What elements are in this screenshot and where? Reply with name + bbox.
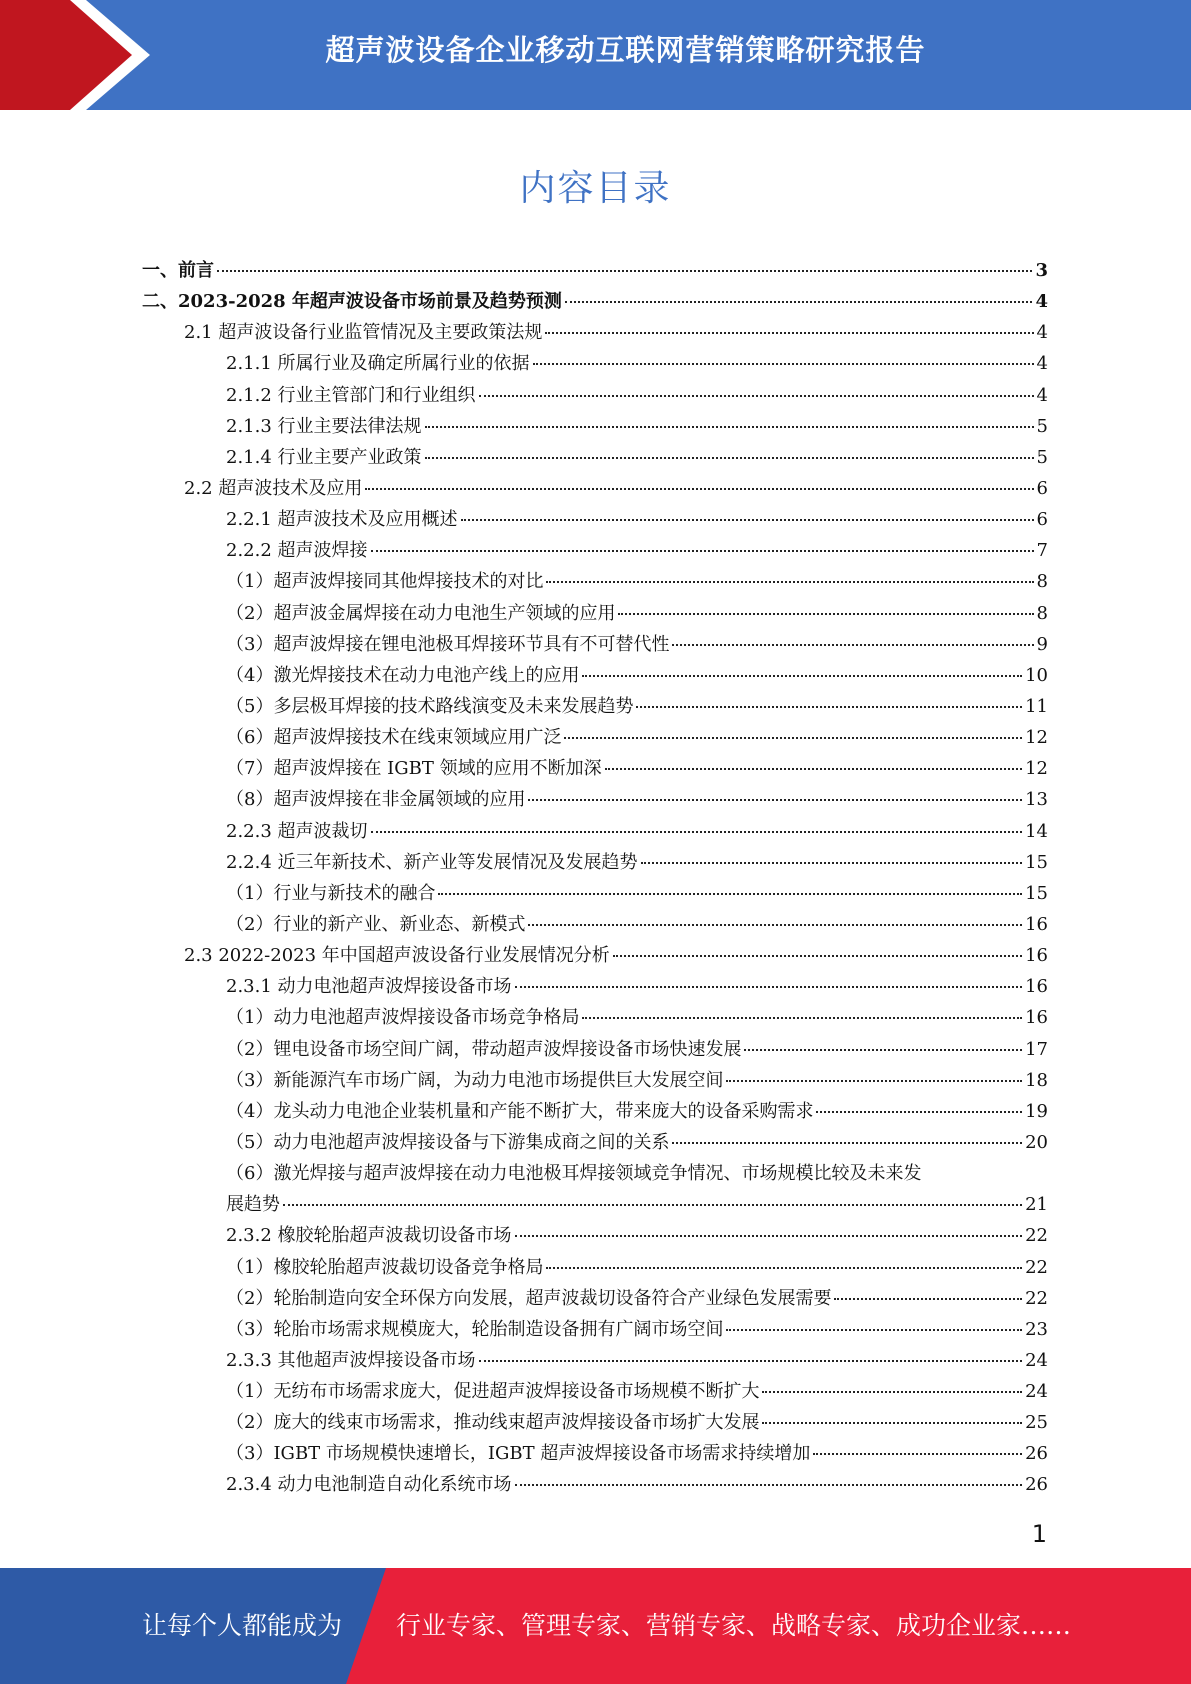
toc-entry[interactable] xyxy=(142,504,1048,535)
page-number: 1 xyxy=(1031,1520,1047,1548)
toc-dot-leader xyxy=(726,1329,1022,1331)
toc-entry-title: （2）超声波金属焊接在动力电池生产领域的应用 xyxy=(226,602,616,624)
toc-dot-leader xyxy=(461,519,1034,521)
toc-entry-title: （3）新能源汽车市场广阔，为动力电池市场提供巨大发展空间 xyxy=(226,1069,724,1091)
toc-entry-title: 2.1.3 行业主要法律法规 xyxy=(226,415,422,437)
toc-entry[interactable] xyxy=(142,909,1048,940)
toc-entry-page: 26 xyxy=(1025,1443,1048,1465)
toc-entry[interactable] xyxy=(142,317,1048,348)
toc-entry[interactable] xyxy=(142,255,1048,286)
toc-dot-leader xyxy=(515,986,1023,988)
toc-entry-page: 22 xyxy=(1025,1256,1048,1278)
toc-entry-title: 2.3.1 动力电池超声波焊接设备市场 xyxy=(226,976,512,998)
toc-entry-page: 11 xyxy=(1025,695,1048,717)
toc-entry-page: 23 xyxy=(1025,1318,1048,1340)
toc-entry-page: 4 xyxy=(1036,322,1048,344)
toc-dot-leader xyxy=(425,426,1034,428)
toc-dot-leader xyxy=(479,1360,1023,1362)
toc-entry[interactable] xyxy=(142,411,1048,442)
toc-entry-page: 15 xyxy=(1025,882,1048,904)
toc-entry[interactable] xyxy=(142,816,1048,847)
toc-dot-leader xyxy=(744,1049,1022,1051)
toc-entry[interactable] xyxy=(142,535,1048,566)
toc-dot-leader xyxy=(762,1422,1022,1424)
toc-entry-page: 25 xyxy=(1025,1412,1048,1434)
toc-entry-page: 14 xyxy=(1025,820,1048,842)
toc-dot-leader xyxy=(528,799,1022,801)
toc-entry-page: 16 xyxy=(1025,945,1048,967)
page-header xyxy=(0,0,1191,110)
toc-entry-title: 2.2.2 超声波焊接 xyxy=(226,540,368,562)
toc-dot-leader xyxy=(618,613,1033,615)
toc-entry-title: （4）龙头动力电池企业装机量和产能不断扩大，带来庞大的设备采购需求 xyxy=(226,1100,814,1122)
toc-entry[interactable] xyxy=(142,722,1048,753)
toc-dot-leader xyxy=(528,924,1022,926)
toc-entry-page: 12 xyxy=(1025,758,1048,780)
toc-entry-title: （7）超声波焊接在 IGBT 领域的应用不断加深 xyxy=(226,758,602,780)
toc-entry-title: （4）激光焊接技术在动力电池产线上的应用 xyxy=(226,664,580,686)
toc-entry-page: 4 xyxy=(1036,384,1048,406)
toc-entry-title: （1）橡胶轮胎超声波裁切设备竞争格局 xyxy=(226,1256,544,1278)
toc-entry[interactable] xyxy=(142,1252,1048,1283)
toc-entry[interactable] xyxy=(142,1345,1048,1376)
toc-entry-title: 2.2.4 近三年新技术、新产业等发展情况及发展趋势 xyxy=(226,851,638,873)
table-of-contents xyxy=(142,255,1048,1501)
toc-entry[interactable] xyxy=(142,1002,1048,1033)
toc-dot-leader xyxy=(545,332,1033,334)
toc-entry-page: 18 xyxy=(1025,1069,1048,1091)
toc-entry-title: （6）超声波焊接技术在线束领域应用广泛 xyxy=(226,727,562,749)
toc-entry-title: （3）超声波焊接在锂电池极耳焊接环节具有不可替代性 xyxy=(226,633,670,655)
toc-dot-leader xyxy=(636,706,1022,708)
toc-entry-page: 20 xyxy=(1025,1131,1048,1153)
toc-entry[interactable] xyxy=(142,1314,1048,1345)
toc-entry-title: （5）动力电池超声波焊接设备与下游集成商之间的关系 xyxy=(226,1131,670,1153)
toc-entry-page: 4 xyxy=(1035,291,1048,313)
toc-entry[interactable] xyxy=(142,691,1048,722)
toc-entry[interactable] xyxy=(142,380,1048,411)
toc-entry-title: 2.1.2 行业主管部门和行业组织 xyxy=(226,384,476,406)
toc-entry[interactable] xyxy=(142,1189,1048,1220)
page-footer xyxy=(0,1568,1191,1684)
toc-entry-title: 2.3.2 橡胶轮胎超声波裁切设备市场 xyxy=(226,1225,512,1247)
toc-entry[interactable] xyxy=(142,1127,1048,1158)
toc-dot-leader xyxy=(365,488,1033,490)
toc-entry-page: 6 xyxy=(1036,509,1048,531)
toc-entry[interactable] xyxy=(142,1438,1048,1469)
toc-dot-leader xyxy=(672,644,1033,646)
toc-entry-title: （3）轮胎市场需求规模庞大，轮胎制造设备拥有广阔市场空间 xyxy=(226,1318,724,1340)
toc-dot-leader xyxy=(605,768,1022,770)
toc-dot-leader xyxy=(533,363,1034,365)
toc-dot-leader xyxy=(425,457,1034,459)
toc-dot-leader xyxy=(371,550,1034,552)
toc-entry-page: 15 xyxy=(1025,851,1048,873)
toc-entry[interactable] xyxy=(142,566,1048,597)
toc-entry-title: 2.2 超声波技术及应用 xyxy=(184,477,363,499)
toc-dot-leader xyxy=(613,955,1022,957)
toc-entry-title: 展趋势 xyxy=(226,1194,280,1216)
toc-entry[interactable] xyxy=(142,1096,1048,1127)
toc-dot-leader xyxy=(479,395,1034,397)
toc-entry-title: （2）庞大的线束市场需求，推动线束超声波焊接设备市场扩大发展 xyxy=(226,1412,760,1434)
toc-entry[interactable] xyxy=(142,1034,1048,1065)
toc-entry-page: 22 xyxy=(1025,1287,1048,1309)
toc-entry[interactable] xyxy=(142,784,1048,815)
toc-entry[interactable] xyxy=(142,473,1048,504)
toc-dot-leader xyxy=(546,581,1033,583)
toc-entry-title: （3）IGBT 市场规模快速增长，IGBT 超声波焊接设备市场需求持续增加 xyxy=(226,1443,811,1465)
toc-entry-title: 二、2023-2028 年超声波设备市场前景及趋势预测 xyxy=(142,291,562,313)
toc-entry-page: 19 xyxy=(1025,1100,1048,1122)
toc-entry-title: （2）锂电设备市场空间广阔，带动超声波焊接设备市场快速发展 xyxy=(226,1038,742,1060)
toc-dot-leader xyxy=(515,1484,1023,1486)
toc-dot-leader xyxy=(371,831,1023,833)
toc-entry-page: 13 xyxy=(1025,789,1048,811)
toc-dot-leader xyxy=(726,1080,1022,1082)
toc-entry-page: 17 xyxy=(1025,1038,1048,1060)
toc-entry[interactable] xyxy=(142,940,1048,971)
toc-entry-title: （1）行业与新技术的融合 xyxy=(226,882,436,904)
toc-entry-page: 8 xyxy=(1036,571,1048,593)
toc-entry-title: 2.3.3 其他超声波焊接设备市场 xyxy=(226,1349,476,1371)
toc-entry[interactable] xyxy=(142,1407,1048,1438)
toc-dot-leader xyxy=(834,1298,1022,1300)
toc-entry-page: 3 xyxy=(1035,260,1048,281)
toc-entry-title: （2）行业的新产业、新业态、新模式 xyxy=(226,913,526,935)
toc-dot-leader xyxy=(565,301,1033,303)
toc-entry-title: （5）多层极耳焊接的技术路线演变及未来发展趋势 xyxy=(226,695,634,717)
toc-entry-page: 10 xyxy=(1025,664,1048,686)
toc-entry-page: 21 xyxy=(1025,1194,1048,1216)
toc-dot-leader xyxy=(438,893,1022,895)
toc-heading: 内容目录 xyxy=(519,168,672,209)
report-title: 超声波设备企业移动互联网营销策略研究报告 xyxy=(325,33,926,67)
toc-entry[interactable] xyxy=(142,1220,1048,1251)
toc-entry-title: 2.1.4 行业主要产业政策 xyxy=(226,446,422,468)
toc-entry-title: 2.1.1 所属行业及确定所属行业的依据 xyxy=(226,353,530,375)
toc-entry[interactable] xyxy=(142,286,1048,317)
toc-entry-title: 2.2.3 超声波裁切 xyxy=(226,820,368,842)
toc-entry[interactable] xyxy=(142,1283,1048,1314)
toc-entry[interactable] xyxy=(142,442,1048,473)
toc-entry[interactable] xyxy=(142,847,1048,878)
toc-entry-page: 5 xyxy=(1036,415,1048,437)
toc-entry-page: 26 xyxy=(1025,1474,1048,1496)
toc-entry-title: 2.3 2022-2023 年中国超声波设备行业发展情况分析 xyxy=(184,945,610,967)
toc-entry[interactable] xyxy=(142,1469,1048,1500)
toc-entry-page: 22 xyxy=(1025,1225,1048,1247)
toc-entry-page: 16 xyxy=(1025,913,1048,935)
toc-dot-leader xyxy=(564,737,1022,739)
toc-entry[interactable] xyxy=(142,878,1048,909)
toc-dot-leader xyxy=(546,1267,1022,1269)
toc-entry-title: 2.1 超声波设备行业监管情况及主要政策法规 xyxy=(184,322,543,344)
toc-entry-title: （2）轮胎制造向安全环保方向发展，超声波裁切设备符合产业绿色发展需要 xyxy=(226,1287,832,1309)
toc-entry-page: 12 xyxy=(1025,727,1048,749)
toc-entry-title: 2.3.4 动力电池制造自动化系统市场 xyxy=(226,1474,512,1496)
toc-entry[interactable] xyxy=(142,1065,1048,1096)
toc-entry-title: （1）超声波焊接同其他焊接技术的对比 xyxy=(226,571,544,593)
toc-entry[interactable] xyxy=(142,629,1048,660)
toc-entry[interactable] xyxy=(142,753,1048,784)
toc-entry-page: 9 xyxy=(1036,633,1048,655)
toc-entry[interactable] xyxy=(142,1158,1048,1189)
toc-dot-leader xyxy=(582,675,1022,677)
toc-dot-leader xyxy=(217,270,1032,272)
toc-entry-page: 4 xyxy=(1036,353,1048,375)
toc-entry-title: （1）无纺布市场需求庞大，促进超声波焊接设备市场规模不断扩大 xyxy=(226,1381,760,1403)
toc-entry-page: 24 xyxy=(1025,1349,1048,1371)
footer-slogan-left: 让每个人都能成为 xyxy=(142,1611,343,1640)
toc-entry[interactable] xyxy=(142,1376,1048,1407)
toc-dot-leader xyxy=(515,1235,1023,1237)
toc-entry[interactable] xyxy=(142,348,1048,379)
toc-entry-title: （1）动力电池超声波焊接设备市场竞争格局 xyxy=(226,1007,580,1029)
toc-entry[interactable] xyxy=(142,660,1048,691)
toc-dot-leader xyxy=(816,1111,1022,1113)
toc-entry-page: 5 xyxy=(1036,446,1048,468)
footer-slogan-right: 行业专家、管理专家、营销专家、战略专家、成功企业家…… xyxy=(396,1611,1072,1640)
toc-entry-page: 24 xyxy=(1025,1381,1048,1403)
toc-dot-leader xyxy=(762,1391,1022,1393)
toc-entry-title: 2.2.1 超声波技术及应用概述 xyxy=(226,509,458,531)
toc-dot-leader xyxy=(283,1204,1022,1206)
toc-entry-title: 一、前言 xyxy=(142,260,214,281)
toc-entry-page: 16 xyxy=(1025,1007,1048,1029)
toc-entry-page: 16 xyxy=(1025,976,1048,998)
toc-dot-leader xyxy=(672,1142,1022,1144)
toc-dot-leader xyxy=(813,1453,1022,1455)
toc-entry[interactable] xyxy=(142,598,1048,629)
toc-entry-page: 8 xyxy=(1036,602,1048,624)
toc-dot-leader xyxy=(582,1017,1022,1019)
toc-entry-title: （6）激光焊接与超声波焊接在动力电池极耳焊接领域竞争情况、市场规模比较及未来发 xyxy=(226,1163,922,1185)
toc-entry[interactable] xyxy=(142,971,1048,1002)
toc-entry-title: （8）超声波焊接在非金属领域的应用 xyxy=(226,789,526,811)
toc-dot-leader xyxy=(641,862,1023,864)
toc-entry-page: 7 xyxy=(1036,540,1048,562)
toc-entry-page: 6 xyxy=(1036,477,1048,499)
